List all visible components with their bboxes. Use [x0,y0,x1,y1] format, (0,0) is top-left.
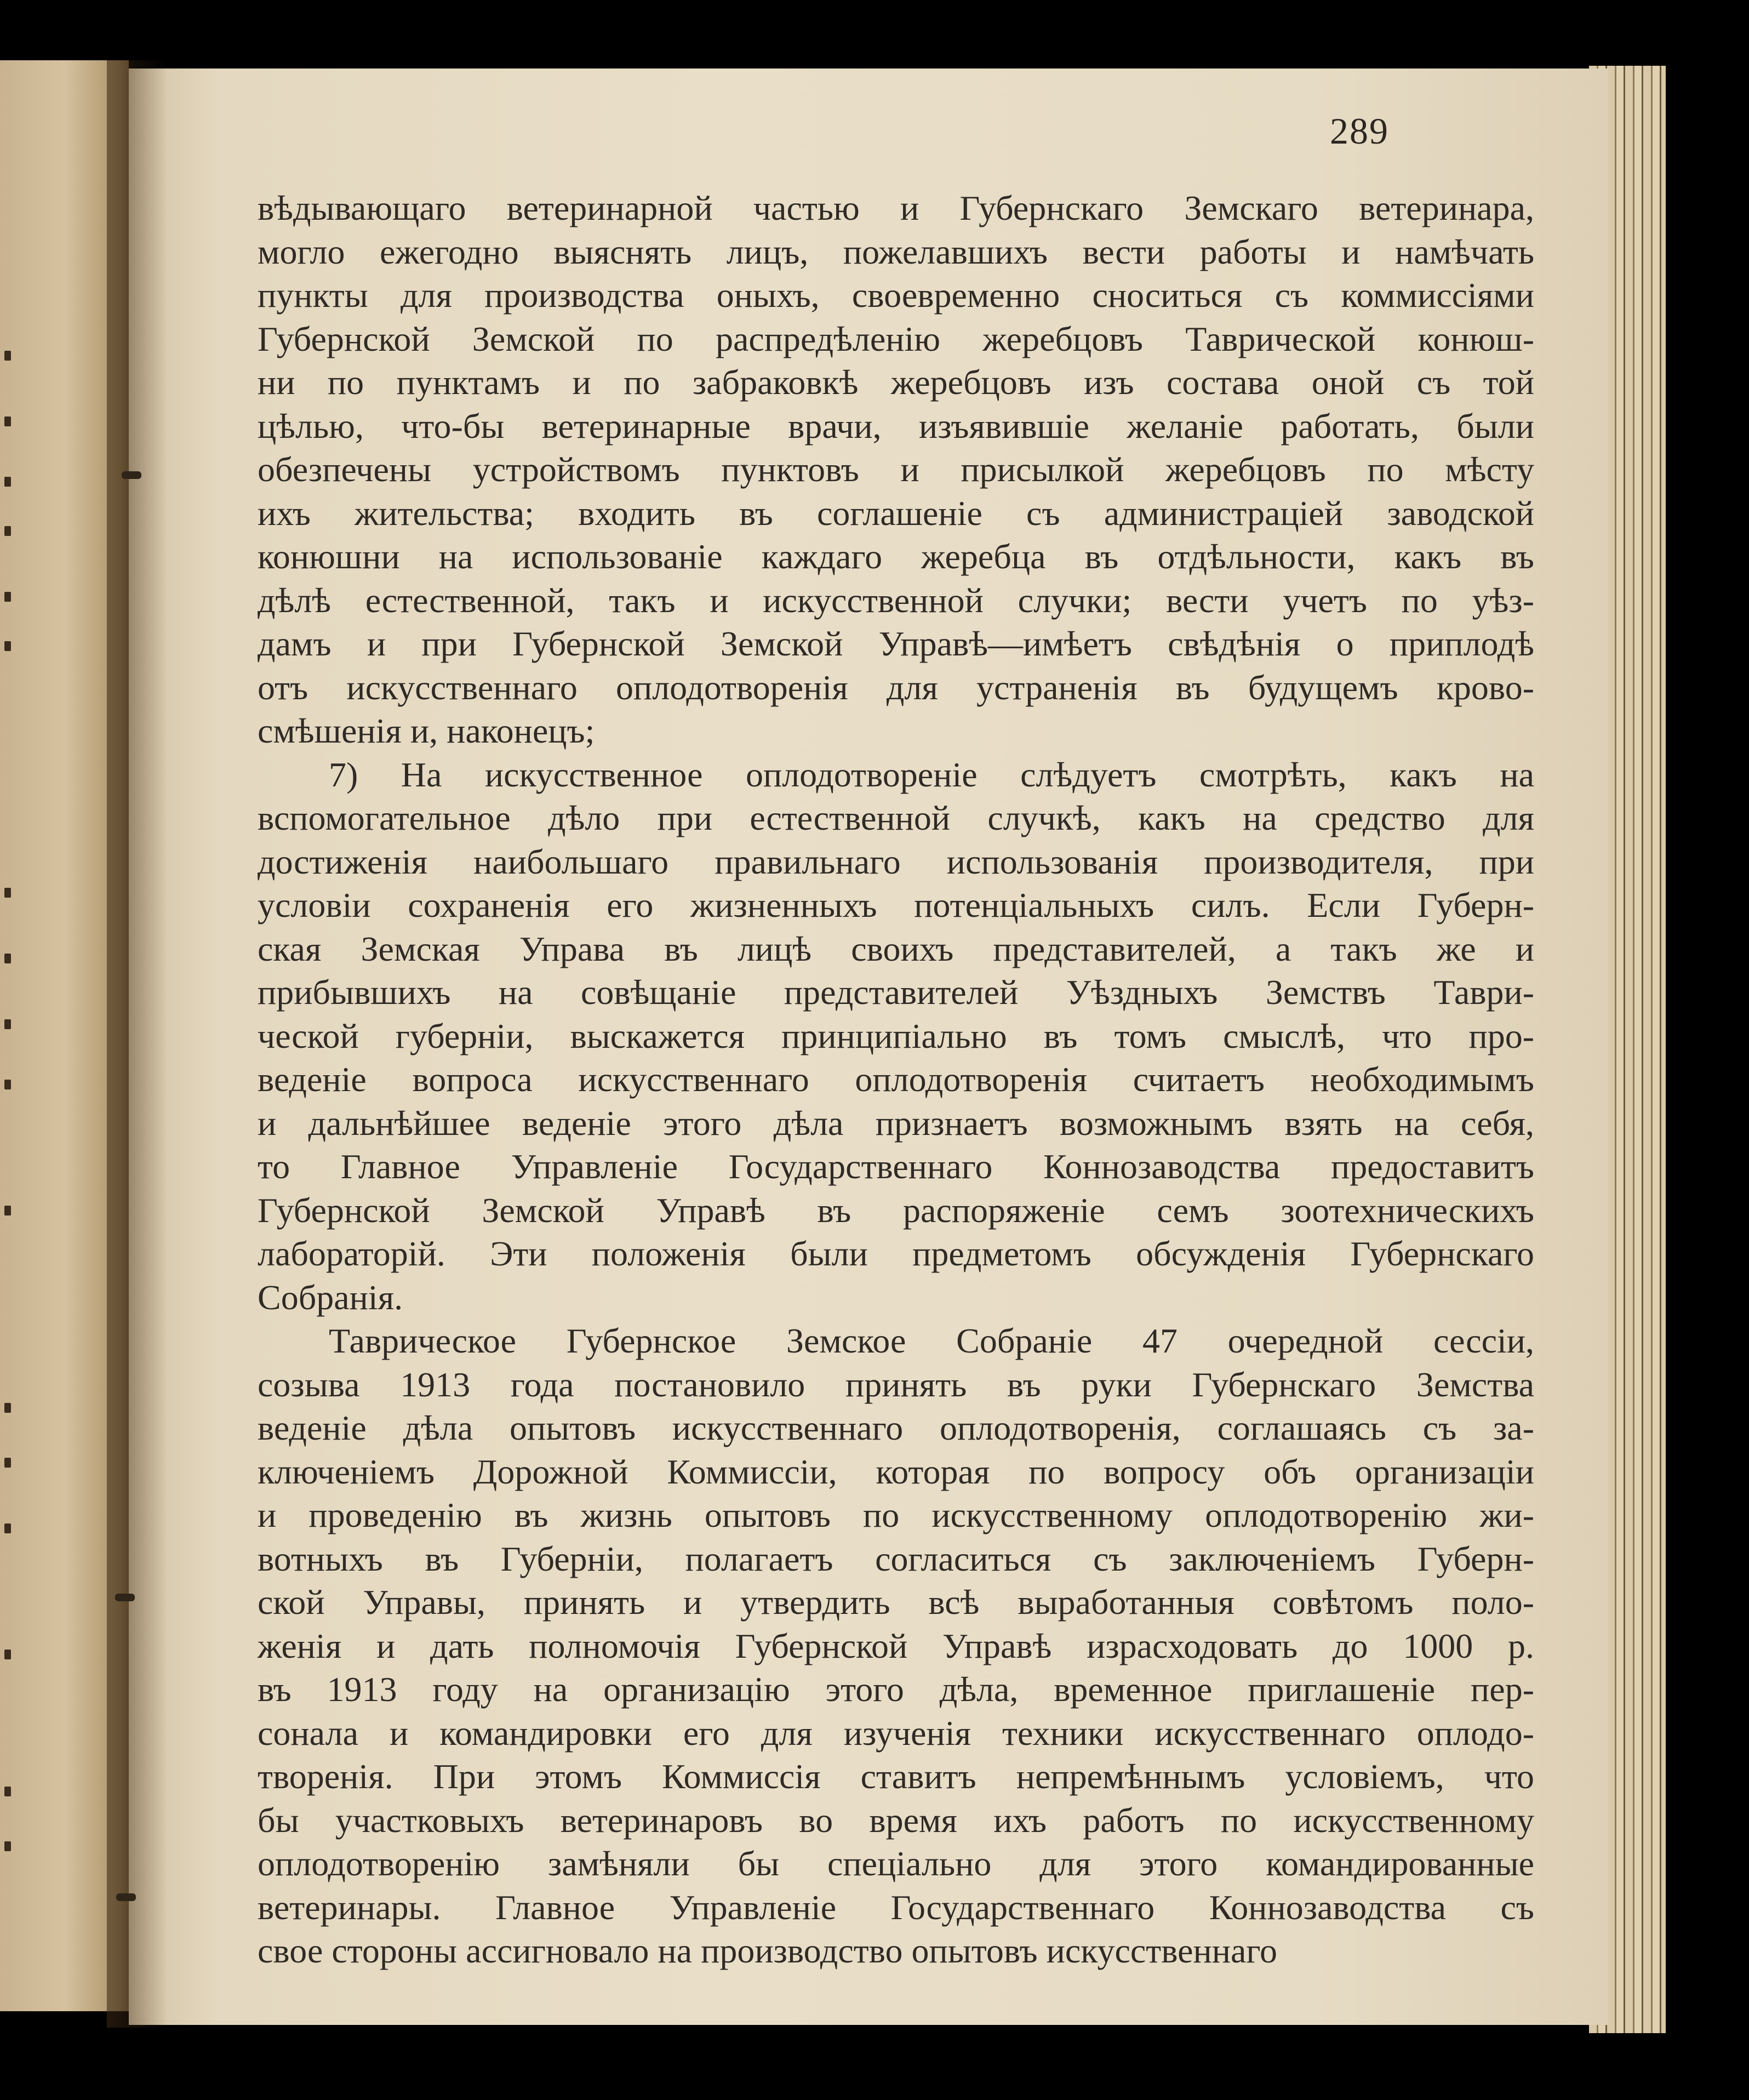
previous-page-glyph [4,1458,11,1468]
text-line: Губернской Земской по распредѣленiю жеребцовъ Таврической конюш- [258,319,1534,358]
text-line: пункты для производства оныхъ, своевременно сноситься съ коммиссiями [258,276,1534,315]
text-line: ни по пунктамъ и по забраковкѣ жеребцовъ изъ состава оной съ той [258,363,1534,402]
text-line: Собранiя. [258,1277,403,1317]
text-line: веденiе вопроса искусственнаго оплодотворенiя считаетъ необходимымъ [258,1060,1534,1099]
text-line: ческой губернiи, выскажется принципiально въ томъ смыслѣ, что про- [258,1016,1534,1055]
binding-thread [122,471,141,479]
text-line: и проведенiю въ жизнь опытовъ по искусственному оплодотворенiю жи- [258,1496,1534,1534]
text-line: свое стороны ассигновало на производство опытовъ искусственнаго [258,1931,1278,1970]
previous-page-glyph [4,1650,11,1659]
text-line: Таврическое Губернское Земское Собранiе 47 очередной сессiи, [329,1321,1534,1360]
previous-page-glyph [4,1403,11,1413]
book-page [129,69,1608,2025]
previous-page-glyph [4,1206,11,1216]
previous-page-glyph [4,1787,11,1796]
previous-page-glyph [4,592,11,602]
binding-thread [115,1594,135,1601]
text-line: дѣлѣ естественной, такъ и искусственной случки; вести учетъ по уѣз- [258,580,1534,620]
previous-page-glyph [4,1019,11,1029]
text-line: творенiя. При этомъ Коммиссiя ставитъ непремѣннымъ условiемъ, что [258,1757,1534,1796]
text-line: сонала и командировки его для изученiя техники искусственнаго оплодо- [258,1713,1534,1753]
previous-page-glyph [4,416,11,426]
text-line: женiя и дать полномочiя Губернской Управѣ израсходовать до 1000 р. [258,1626,1534,1665]
paragraph [258,1319,1534,1973]
previous-page-glyph [4,351,11,361]
text-line: дамъ и при Губернской Земской Управѣ—имѣетъ свѣдѣнiя о приплодѣ [258,624,1534,663]
text-line: ской Управы, принять и утвердить всѣ выработанныя совѣтомъ поло- [258,1583,1534,1622]
text-line: конюшни на использованiе каждаго жеребца въ отдѣльности, какъ въ [258,537,1534,576]
text-line: ветеринары. Главное Управленiе Государственнаго Коннозаводства съ [258,1887,1534,1927]
previous-page-glyph [4,888,11,898]
text-line: обезпечены устройствомъ пунктовъ и присылкой жеребцовъ по мѣсту [258,450,1534,489]
paragraph [258,753,1534,1320]
text-line: то Главное Управленiе Государственнаго Коннозаводства предоставитъ [258,1147,1534,1186]
text-line: лабораторiй. Эти положенiя были предметомъ обсужденiя Губернскаго [258,1234,1534,1273]
text-line: оплодотворенiю замѣняли бы спецiально для этого командированные [258,1844,1534,1883]
spine-shadow [107,60,167,2028]
text-line: ключенiемъ Дорожной Коммиссiи, которая по вопросу объ организацiи [258,1452,1534,1491]
text-line: вотныхъ въ Губернiи, полагаетъ согласиться съ заключенiемъ Губерн- [258,1539,1534,1578]
previous-page-glyph [4,641,11,651]
text-line: прибывшихъ на совѣщанiе представителей Уѣздныхъ Земствъ Таври- [258,973,1534,1012]
text-line: смѣшенiя и, наконецъ; [258,711,595,750]
text-line: ская Земская Управа въ лицѣ своихъ представителей, а такъ же и [258,929,1534,968]
previous-page-glyph [4,477,11,487]
text-line: цѣлью, что-бы ветеринарные врачи, изъявившiе желанiе работать, были [258,406,1534,446]
text-block [258,186,1534,1973]
previous-page-glyph [4,1523,11,1533]
paragraph [258,186,1534,753]
binding-thread [116,1893,136,1901]
text-line: вѣдывающаго ветеринарной частью и Губернскаго Земскаго ветеринара, [258,189,1534,227]
text-line: веденiе дѣла опытовъ искусственнаго оплодотворенiя, соглашаясь съ за- [258,1408,1534,1447]
text-line: достиженiя наибольшаго правильнаго использованiя производителя, при [258,842,1534,881]
page-number: 289 [1330,110,1389,152]
text-line: условiи сохраненiя его жизненныхъ потенцiальныхъ силъ. Если Губерн- [258,886,1534,925]
previous-page-glyph [4,1080,11,1089]
text-line: вспомогательное дѣло при естественной случкѣ, какъ на средство для [258,798,1534,837]
previous-page-glyph [4,526,11,536]
text-line: ихъ жительства; входить въ соглашенiе съ администрацiей заводской [258,493,1534,533]
text-line: созыва 1913 года постановило принять въ руки Губернскаго Земства [258,1365,1534,1404]
text-line: Губернской Земской Управѣ въ распоряженiе семъ зоотехническихъ [258,1190,1534,1230]
text-line: отъ искусственнаго оплодотворенiя для устраненiя въ будущемъ крово- [258,667,1534,707]
text-line: и дальнѣйшее веденiе этого дѣла признаетъ возможнымъ взять на себя, [258,1103,1534,1143]
text-line: въ 1913 году на организацiю этого дѣла, временное приглашенiе пер- [258,1670,1534,1709]
text-line: могло ежегодно выяснять лицъ, пожелавшихъ вести работы и намѣчать [258,232,1534,271]
previous-page-text-fragments [0,60,22,2011]
previous-page-glyph [4,1841,11,1851]
previous-page-glyph [4,954,11,963]
text-line: бы участковыхъ ветеринаровъ во время ихъ работъ по искусственному [258,1800,1534,1840]
text-line: 7) На искусственное оплодотворенiе слѣдуетъ смотрѣть, какъ на [329,755,1534,794]
